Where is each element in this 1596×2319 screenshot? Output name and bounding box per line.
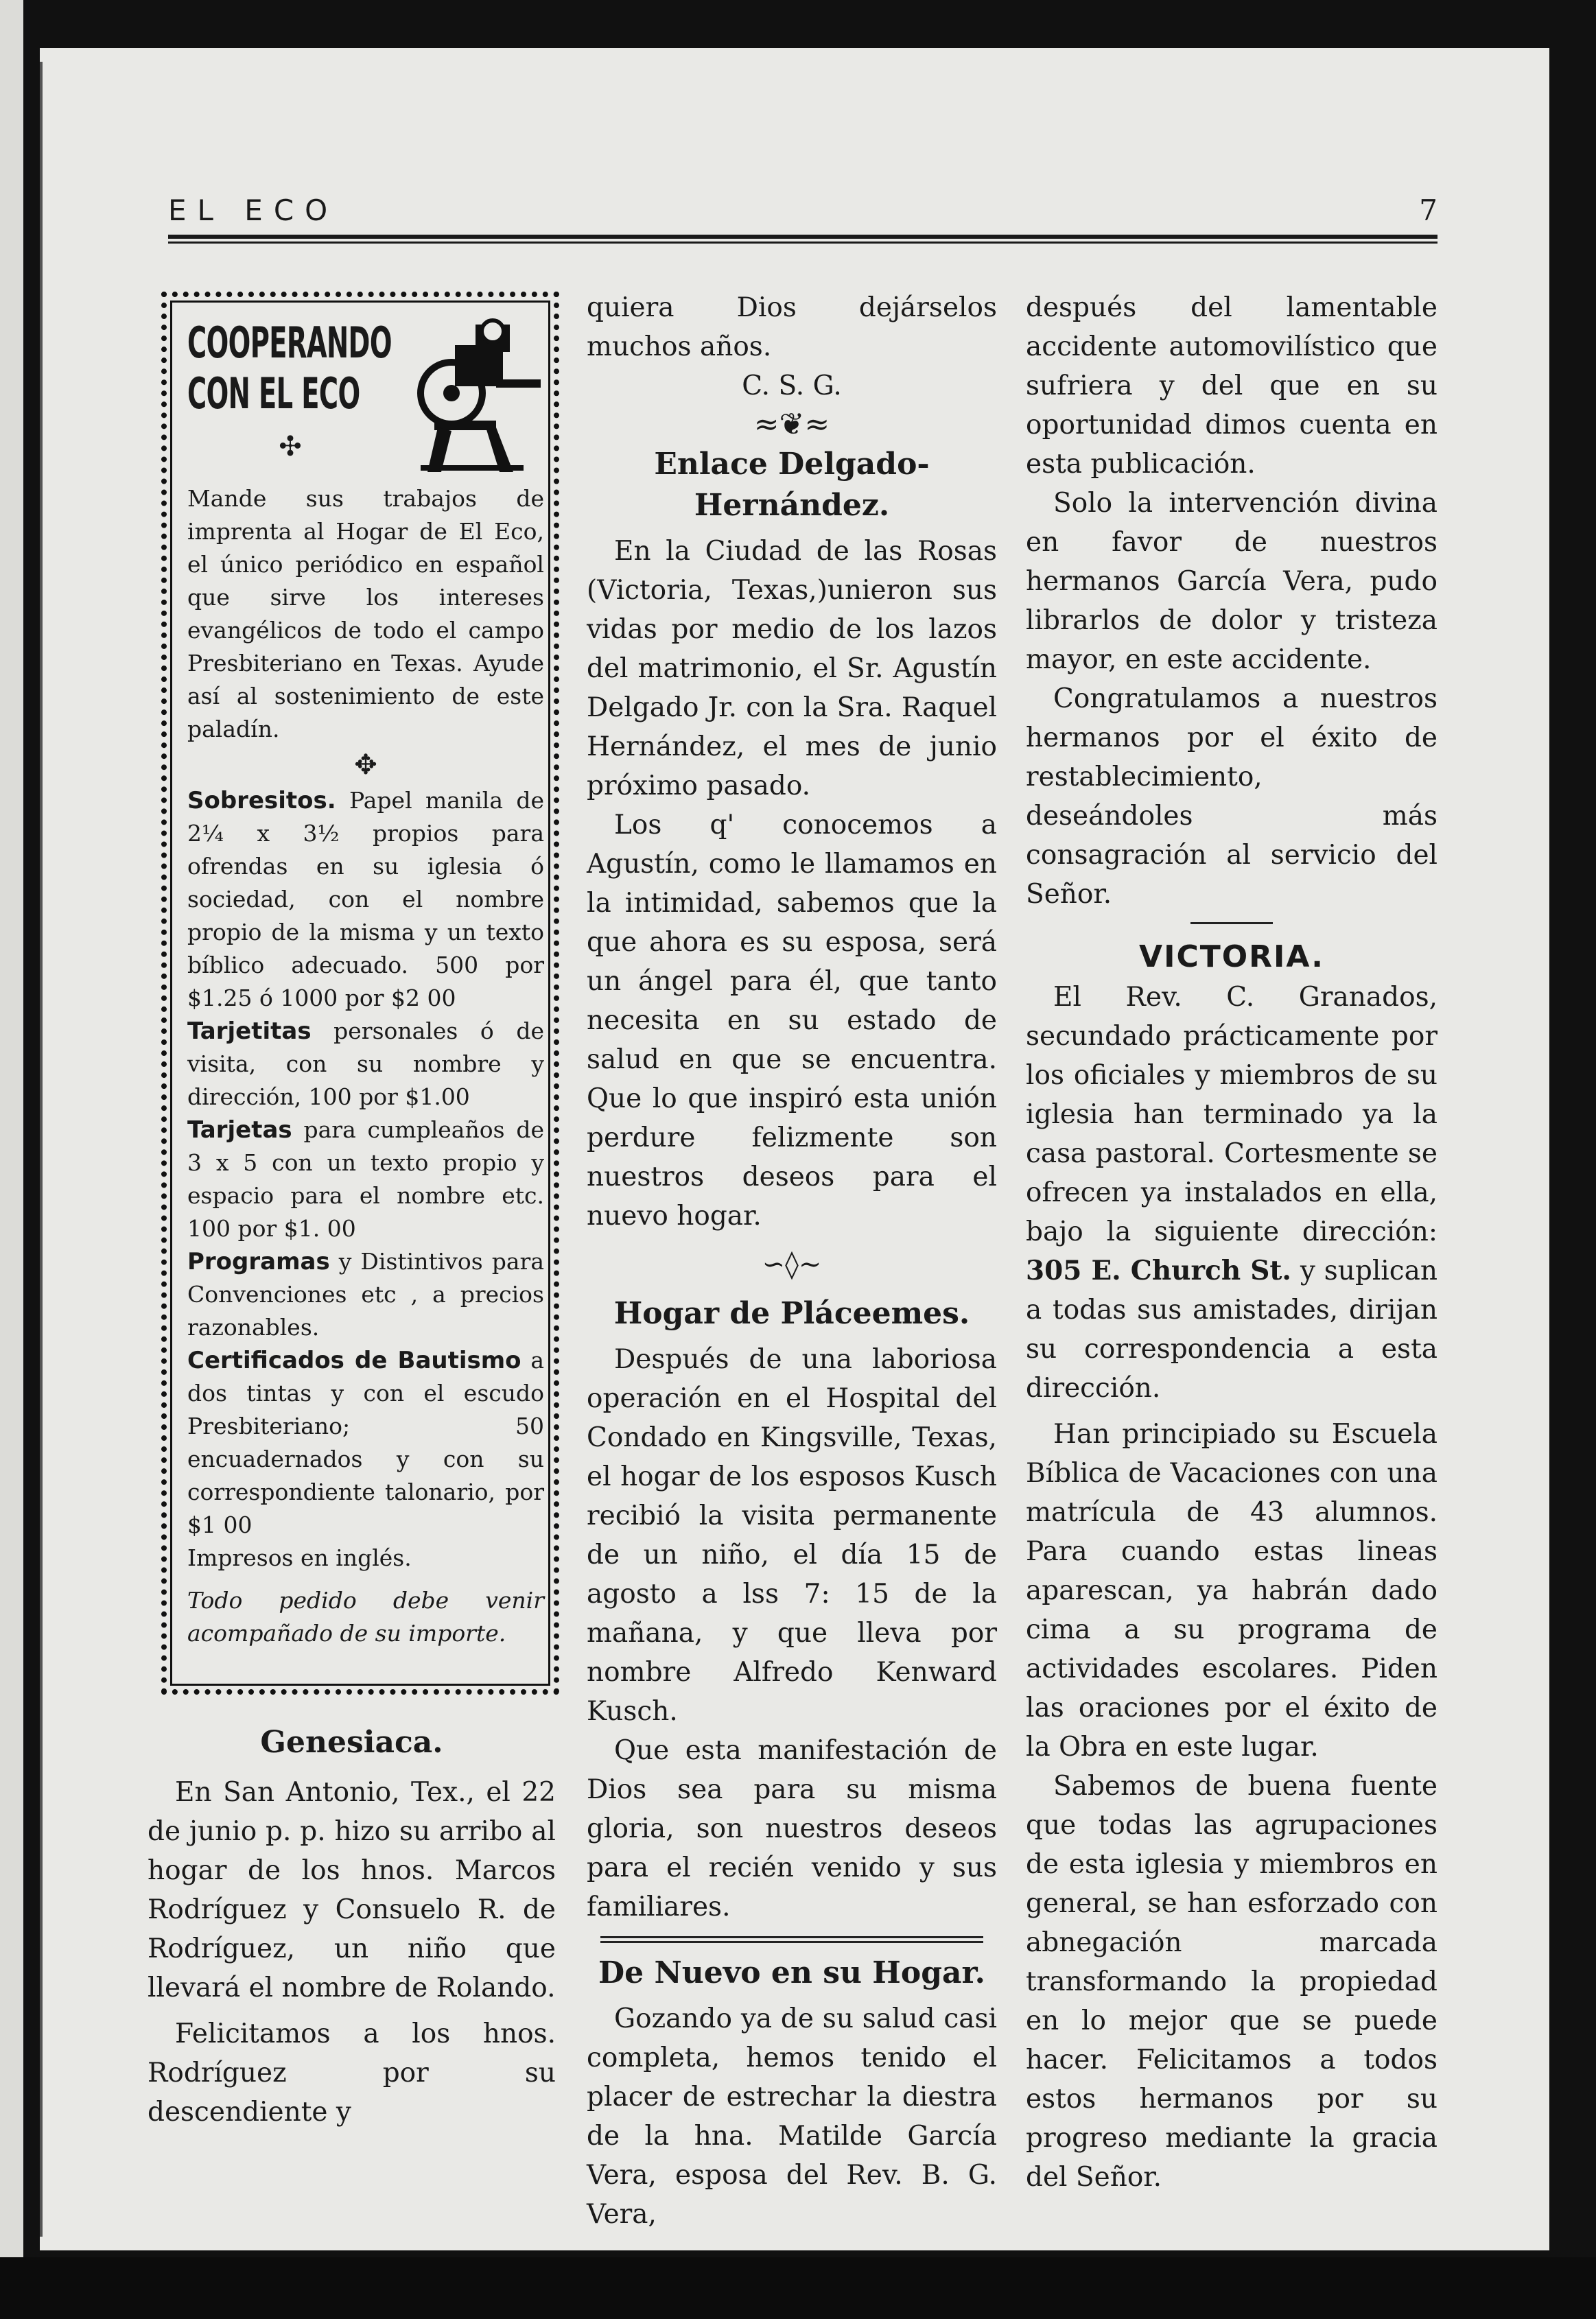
paragraph: En la Ciudad de las Rosas (Victoria, Texas,)unieron sus vidas por medio de los lazos del matrimonio, el Sr. Agustín Delgado Jr. con la Sra. Raquel Hernández, el mes de junio próximo pasado. <box>587 536 997 801</box>
paragraph <box>1026 978 1437 1408</box>
ad-item-name: Certificados de Bautismo <box>187 1347 521 1374</box>
ad-item <box>187 1114 544 1245</box>
article-title-enlace: Enlace Delgado-Hernández. <box>654 447 930 523</box>
column-1 <box>148 1722 556 2132</box>
ad-item-name: Tarjetitas <box>187 1017 312 1045</box>
continuation-text: quiera Dios dejárselos muchos años. <box>587 292 997 362</box>
ad-item <box>187 1344 544 1542</box>
running-header <box>168 193 1437 228</box>
ad-english: Impresos en inglés. <box>187 1544 412 1571</box>
paragraph: En San Antonio, Tex., el 22 de junio p. p. hizo su arribo al hogar de los hnos. Marcos Rodríguez y Consuelo R. de Rodríguez, un niño que llevará el nombre de Rolando. <box>148 1777 556 2003</box>
paragraph: después del lamentable accidente automovilístico que sufriera y del que en su oportunidad dimos cuenta en esta publicación. <box>1026 292 1437 480</box>
header-rule-thin <box>168 242 1437 244</box>
scan-border <box>0 2257 1596 2319</box>
ornament-icon: ✥ <box>354 749 377 781</box>
ad-intro: Mande sus trabajos de imprenta al Hogar de El Eco, el único periódico en español que sirve los intereses evangélicos de todo el campo Presbiteriano en Texas. Ayude así al sostenimiento de este paladín. <box>187 485 544 742</box>
ad-item <box>187 1245 544 1344</box>
paragraph: Después de una laboriosa operación en el Hospital del Condado en Kingsville, Texas, el hogar de los esposos Kusch recibió la visita permanente de un niño, el día 15 de agosto a lss 7: 15 de la mañana, y que lleva por nombre Alfredo Kenward Kusch. <box>587 1344 997 1727</box>
short-divider <box>1190 922 1273 924</box>
column-2 <box>587 288 997 2234</box>
ad-title-line1: COOPERANDO <box>187 318 392 368</box>
ornament-icon: ∽◊∼ <box>762 1249 822 1280</box>
article-title-genesiaca: Genesiaca. <box>260 1725 443 1760</box>
advertisement-box <box>161 292 559 1695</box>
ad-item <box>187 784 544 1015</box>
signature: C. S. G. <box>742 370 842 401</box>
column-3 <box>1026 288 1437 2197</box>
article-title-hogar: Hogar de Pláceemes. <box>613 1296 970 1331</box>
paragraph: Solo la intervención divina en favor de nuestros hermanos García Vera, pudo librarlos de dolor y tristeza mayor, en este accidente. <box>1026 488 1437 675</box>
paragraph: Felicitamos a los hnos. Rodríguez por su descendiente y <box>148 2018 556 2128</box>
page-edge <box>0 0 23 2319</box>
ad-item-text: y Distintivos para Convenciones etc , a precios razonables. <box>187 1248 544 1341</box>
article-title-nuevo-hogar: De Nuevo en su Hogar. <box>598 1955 985 1990</box>
paragraph: Congratulamos a nuestros hermanos por el éxito de restablecimiento, deseándoles más consagración al servicio del Señor. <box>1026 683 1437 910</box>
ad-item-name: Programas <box>187 1248 330 1275</box>
ad-item-name: Sobresitos. <box>187 787 336 814</box>
ad-content <box>187 318 544 1650</box>
section-divider <box>600 1936 983 1943</box>
publication-name: EL ECO <box>168 193 339 227</box>
ad-item-name: Tarjetas <box>187 1116 292 1144</box>
paragraph-text: y suplican a todas sus amistades, dirijan su correspondencia a esta dirección. <box>1026 1256 1437 1404</box>
address: 305 E. Church St. <box>1026 1255 1291 1286</box>
ornament-icon: ≈❦≈ <box>753 407 830 442</box>
ad-item-text: personales ó de visita, con su nombre y dirección, 100 por $1.00 <box>187 1017 544 1110</box>
ad-heading <box>187 318 544 482</box>
binding-line <box>40 62 43 2237</box>
page-number: 7 <box>1419 193 1437 227</box>
ad-item-text: a dos tintas y con el escudo Presbiteriano; 50 encuadernados y con su correspondiente talonario, por $1 00 <box>187 1347 545 1538</box>
ad-footer: Todo pedido debe venir acompañado de su importe. <box>187 1587 544 1647</box>
paragraph-text: El Rev. C. Granados, secundado prácticamente por los oficiales y miembros de su iglesia han terminado ya la casa pastoral. Cortesmente se ofrecen ya instalados en ella, bajo la siguiente dirección: <box>1026 982 1437 1247</box>
paragraph: Han principiado su Escuela Bíblica de Vacaciones con una matrícula de 43 alumnos. Para cuando estas lineas aparescan, ya habrán dado cima a su programa de actividades escolares. Piden las oraciones por el éxito de la Obra en este lugar. <box>1026 1419 1437 1763</box>
paragraph: Los q' conocemos a Agustín, como le llamamos en la intimidad, sabemos que la que ahora es su esposa, será un ángel para él, que tanto necesita en su estado de salud en que se encuentra. Que lo que inspiró esta unión perdure felizmente son nuestros deseos para el nuevo hogar. <box>587 810 997 1232</box>
section-title-victoria: VICTORIA. <box>1139 939 1324 974</box>
ad-title-line2: CON EL ECO <box>187 368 360 419</box>
ad-item-text: para cumpleaños de 3 x 5 con un texto propio y espacio para el nombre etc. 100 por $1. 00 <box>187 1116 544 1242</box>
ad-item <box>187 1015 544 1114</box>
ornament-icon: ✣ <box>279 431 302 462</box>
paragraph: Que esta manifestación de Dios sea para su misma gloria, son nuestros deseos para el recién venido y sus familiares. <box>587 1735 997 1922</box>
paragraph: Sabemos de buena fuente que todas las agrupaciones de esta iglesia y miembros en general, se han esforzado con abnegación marcada transformando la propiedad en lo mejor que se puede hacer. Felicitamos a todos estos hermanos por su progreso mediante la gracia del Señor. <box>1026 1771 1437 2193</box>
ad-item-text: Papel manila de 2¼ x 3½ propios para ofrendas en su iglesia ó sociedad, con el nombre propio de la misma y un texto bíblico adecuado. 500 por $1.25 ó 1000 por $2 00 <box>187 787 544 1011</box>
header-rule <box>168 235 1437 239</box>
paragraph: Gozando ya de su salud casi completa, hemos tenido el placer de estrechar la diestra de la hna. Matilde García Vera, esposa del Rev. B. G. Vera, <box>587 2003 997 2230</box>
printing-press-icon <box>414 318 544 475</box>
